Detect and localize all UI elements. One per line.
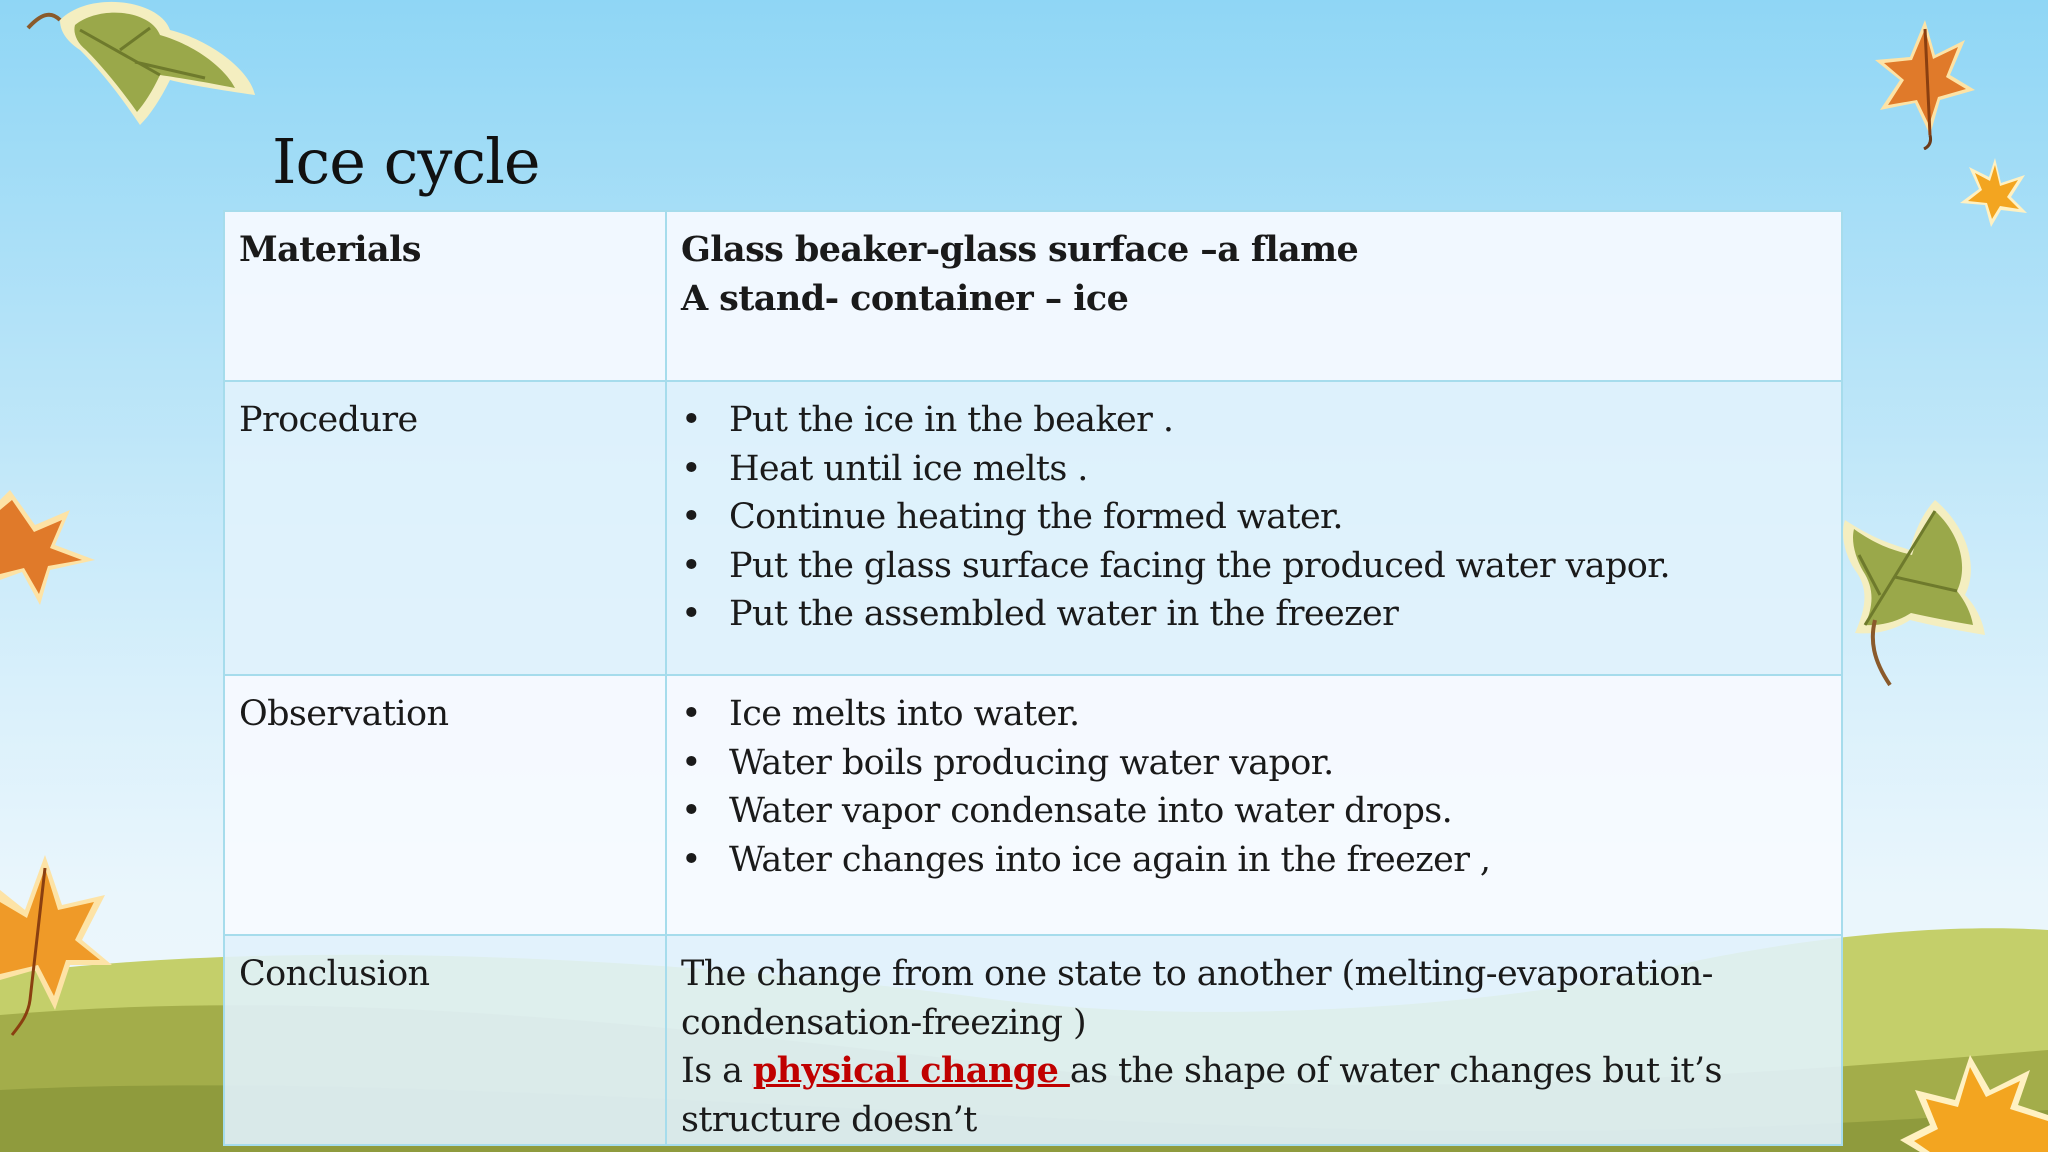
list-item [681,690,1827,739]
procedure-list [681,396,1827,639]
bullet-icon: • [681,448,702,489]
row-label-observation: Observation [224,675,666,935]
bullet-icon: • [681,694,702,734]
table-row [224,211,1842,381]
row-label-conclusion: Conclusion [224,935,666,1145]
leaf-icon [20,0,260,140]
list-item [681,590,1827,639]
observation-cell [666,675,1842,935]
bullet-icon: • [681,742,702,783]
bullet-icon: • [681,594,702,634]
conclusion-line [681,1047,1827,1096]
list-item [681,542,1827,591]
bullet-icon: • [681,839,702,880]
conclusion-text: as the shape of water changes but it’s [1069,1051,1722,1091]
materials-cell [666,211,1842,381]
materials-line: Glass beaker-glass surface –a flame [681,229,1359,270]
procedure-step: Put the ice in the beaker . [729,400,1174,440]
list-item [681,739,1827,788]
bullet-icon: • [681,497,702,537]
list-item [681,836,1827,885]
leaf-icon [1955,155,2030,230]
table-row [224,381,1842,675]
conclusion-text: Is a [681,1051,753,1091]
conclusion-line: structure doesn’t [681,1099,977,1140]
bullet-icon: • [681,400,702,440]
list-item [681,396,1827,445]
leaf-icon [1870,15,1980,150]
leaf-icon [1835,495,1985,690]
conclusion-line: condensation-freezing ) [681,1002,1087,1043]
procedure-step: Put the assembled water in the freezer [729,594,1399,634]
row-label-materials: Materials [224,211,666,381]
conclusion-line: The change from one state to another (melting-evaporation- [681,954,1713,994]
procedure-step: Continue heating the formed water. [729,497,1343,537]
table-row [224,935,1842,1145]
list-item [681,445,1827,494]
list-item [681,493,1827,542]
leaf-icon [0,480,100,610]
procedure-step: Put the glass surface facing the produced water vapor. [729,545,1671,586]
leaf-icon [1900,1045,2048,1152]
physical-change-highlight: physical change [752,1050,1070,1091]
table-row [224,675,1842,935]
procedure-cell [666,381,1842,675]
materials-line: A stand- container – ice [681,277,1129,319]
observation-item: Water vapor condensate into water drops. [729,791,1453,831]
observation-item: Water changes into ice again in the freezer , [729,839,1491,880]
procedure-step: Heat until ice melts . [729,448,1088,489]
slide-title: Ice cycle [272,125,540,198]
leaf-icon [0,850,115,1040]
observation-list [681,690,1827,884]
experiment-table [223,210,1843,1146]
bullet-icon: • [681,545,702,586]
observation-item: Ice melts into water. [729,694,1080,734]
conclusion-cell [666,935,1842,1145]
bullet-icon: • [681,791,702,831]
observation-item: Water boils producing water vapor. [729,742,1334,783]
list-item [681,787,1827,836]
row-label-procedure: Procedure [224,381,666,675]
